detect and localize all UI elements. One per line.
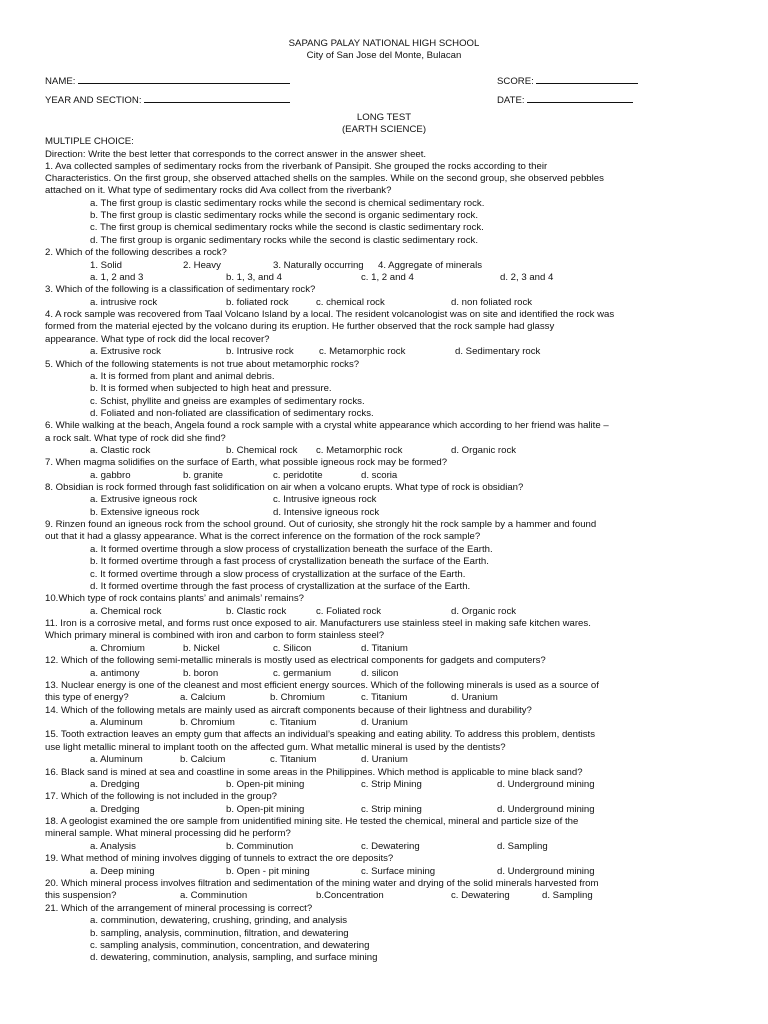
q14-choice-c: c. Titanium [270, 717, 317, 728]
q4-stem-1: 4. A rock sample was recovered from Taal Volcano Island by a local. The resident volcanologist was on site and identified the rock was [45, 309, 615, 320]
q10-choice-a: a. Chemical rock [90, 606, 162, 617]
q3-choice-a: a. intrusive rock [90, 297, 158, 308]
q16-choice-b: b. Open-pit mining [226, 779, 305, 790]
q7-choice-d: d. scoria [361, 470, 398, 481]
q12-choice-b: b. boron [183, 668, 219, 679]
q4-choice-b: b. Intrusive rock [226, 346, 294, 357]
q8-choice-b: b. Extensive igneous rock [90, 507, 200, 518]
q20-choice-b: b.Concentration [316, 890, 384, 901]
q14-choice-b: b. Chromium [180, 717, 235, 728]
q3-stem: 3. Which of the following is a classification of sedimentary rock? [45, 284, 316, 295]
q1-choice-b: b. The first group is clastic sedimentary rocks while the second is organic sedimentary rock. [90, 210, 478, 221]
q8-choice-a: a. Extrusive igneous rock [90, 494, 198, 505]
q1-stem-2: Characteristics. On the first group, she observed attached shells on the samples. While on the second group, she observed pebbles [45, 173, 604, 184]
date-blank[interactable] [527, 93, 633, 103]
q2-item-3: 3. Naturally occurring [273, 260, 364, 271]
q1-choice-a: a. The first group is clastic sedimentary rocks while the second is chemical sedimentary rock. [90, 198, 485, 209]
q19-choice-c: c. Surface mining [361, 866, 436, 877]
section-heading: MULTIPLE CHOICE: [45, 136, 134, 147]
q21-choice-b: b. sampling, analysis, comminution, filtration, and dewatering [90, 928, 349, 939]
q4-stem-3: appearance. What type of rock did the local recover? [45, 334, 270, 345]
q20-stem-1: 20. Which mineral process involves filtration and sedimentation of the mining water and drying of the solid minerals harvested from [45, 878, 599, 889]
q6-choice-a: a. Clastic rock [90, 445, 151, 456]
q20-choice-a: a. Comminution [180, 890, 248, 901]
q5-choice-b: b. It is formed when subjected to high heat and pressure. [90, 383, 332, 394]
q18-choice-a: a. Analysis [90, 841, 136, 852]
q13-choice-a: a. Calcium [180, 692, 226, 703]
q15-choice-d: d. Uranium [361, 754, 408, 765]
q16-choice-d: d. Underground mining [497, 779, 595, 790]
q8-choice-d: d. Intensive igneous rock [273, 507, 380, 518]
q18-stem-2: mineral sample. What mineral processing did he perform? [45, 828, 291, 839]
q2-item-2: 2. Heavy [183, 260, 221, 271]
q11-stem-2: Which primary mineral is combined with iron and carbon to form stainless steel? [45, 630, 385, 641]
q9-choice-b: b. It formed overtime through a fast process of crystallization beneath the surface of the Earth. [90, 556, 489, 567]
q13-stem-2: this type of energy? [45, 692, 129, 703]
q9-stem-2: out that it had a glassy appearance. What is the correct inference on the formation of the rock sample? [45, 531, 481, 542]
q8-stem: 8. Obsidian is rock formed through fast solidification on air when a volcano erupts. What type of rock is obsidian? [45, 482, 524, 493]
q15-choice-a: a. Aluminum [90, 754, 143, 765]
q13-stem-1: 13. Nuclear energy is one of the cleanest and most efficient energy sources. Which of the following minerals is used as a source of [45, 680, 599, 691]
q11-stem-1: 11. Iron is a corrosive metal, and forms rust once exposed to air. Manufacturers use stainless steel in making safe kitchen wares. [45, 618, 591, 629]
date-field[interactable] [497, 93, 633, 106]
q7-stem: 7. When magma solidifies on the surface of Earth, what possible igneous rock may be formed? [45, 457, 448, 468]
q13-choice-c: c. Titanium [361, 692, 408, 703]
score-blank[interactable] [536, 74, 638, 84]
direction: Direction: Write the best letter that corresponds to the correct answer in the answer sheet. [45, 149, 427, 160]
q11-choice-c: c. Silicon [273, 643, 312, 654]
q7-choice-c: c. peridotite [273, 470, 323, 481]
q12-choice-a: a. antimony [90, 668, 140, 679]
q5-choice-a: a. It is formed from plant and animal debris. [90, 371, 275, 382]
q14-stem: 14. Which of the following metals are mainly used as aircraft components because of their lightness and durability? [45, 705, 532, 716]
q17-choice-b: b. Open-pit mining [226, 804, 305, 815]
q16-stem: 16. Black sand is mined at sea and coastline in some areas in the Philippines. Which method is applicable to mine black sand? [45, 767, 583, 778]
q14-choice-a: a. Aluminum [90, 717, 143, 728]
q17-stem: 17. Which of the following is not included in the group? [45, 791, 277, 802]
q21-choice-a: a. comminution, dewatering, crushing, grinding, and analysis [90, 915, 348, 926]
q7-choice-a: a. gabbro [90, 470, 131, 481]
q17-choice-c: c. Strip mining [361, 804, 422, 815]
year-section-label: YEAR AND SECTION: [45, 95, 142, 106]
q6-choice-d: d. Organic rock [451, 445, 517, 456]
q20-stem-2: this suspension? [45, 890, 117, 901]
q21-stem: 21. Which of the arrangement of mineral processing is correct? [45, 903, 313, 914]
q2-choice-c: c. 1, 2 and 4 [361, 272, 414, 283]
q6-stem-2: a rock salt. What type of rock did she find? [45, 433, 226, 444]
q21-choice-d: d. dewatering, comminution, analysis, sampling, and surface mining [90, 952, 378, 963]
q3-choice-d: d. non foliated rock [451, 297, 533, 308]
q4-choice-d: d. Sedimentary rock [455, 346, 541, 357]
q5-stem: 5. Which of the following statements is not true about metamorphic rocks? [45, 359, 360, 370]
q15-stem-2: use light metallic mineral to implant tooth on the affected gum. What metallic mineral is used by the dentists? [45, 742, 506, 753]
q12-stem: 12. Which of the following semi-metallic minerals is mostly used as electrical components for gadgets and computers? [45, 655, 546, 666]
q2-item-1: 1. Solid [90, 260, 122, 271]
q2-choice-a: a. 1, 2 and 3 [90, 272, 144, 283]
year-section-field[interactable] [45, 93, 290, 106]
q9-stem-1: 9. Rinzen found an igneous rock from the school ground. Out of curiosity, she strongly hit the rock sample by a hammer and found [45, 519, 597, 530]
name-field[interactable] [45, 74, 290, 87]
q10-stem: 10.Which type of rock contains plants’ and animals’ remains? [45, 593, 304, 604]
q19-choice-d: d. Underground mining [497, 866, 595, 877]
q8-choice-c: c. Intrusive igneous rock [273, 494, 377, 505]
q9-choice-a: a. It formed overtime through a slow process of crystallization beneath the surface of the Earth. [90, 544, 493, 555]
q6-choice-b: b. Chemical rock [226, 445, 298, 456]
q16-choice-a: a. Dredging [90, 779, 140, 790]
q7-choice-b: b. granite [183, 470, 224, 481]
q12-choice-d: d. silicon [361, 668, 399, 679]
name-blank[interactable] [78, 74, 290, 84]
q19-choice-a: a. Deep mining [90, 866, 155, 877]
q4-choice-c: c. Metamorphic rock [319, 346, 406, 357]
q2-item-4: 4. Aggregate of minerals [378, 260, 482, 271]
q10-choice-d: d. Organic rock [451, 606, 517, 617]
q1-stem-1: 1. Ava collected samples of sedimentary rocks from the riverbank of Pansipit. She grouped the rocks according to their [45, 161, 548, 172]
q12-choice-c: c. germanium [273, 668, 332, 679]
q4-stem-2: formed from the material ejected by the volcano during its eruption. He further observed that the rock sample had glassy [45, 321, 555, 332]
q15-choice-c: c. Titanium [270, 754, 317, 765]
q20-choice-c: c. Dewatering [451, 890, 510, 901]
q5-choice-c: c. Schist, phyllite and gneiss are examples of sedimentary rocks. [90, 396, 365, 407]
q18-choice-b: b. Comminution [226, 841, 294, 852]
q13-choice-b: b. Chromium [270, 692, 325, 703]
q17-choice-d: d. Underground mining [497, 804, 595, 815]
q11-choice-d: d. Titanium [361, 643, 408, 654]
date-label: DATE: [497, 95, 525, 106]
q21-choice-c: c. sampling analysis, comminution, concentration, and dewatering [90, 940, 370, 951]
name-label: NAME: [45, 76, 76, 87]
year-section-blank[interactable] [144, 93, 290, 103]
q18-choice-c: c. Dewatering [361, 841, 420, 852]
q5-choice-d: d. Foliated and non-foliated are classification of sedimentary rocks. [90, 408, 374, 419]
q9-choice-d: d. It formed overtime through the fast process of crystallization at the surface of the Earth. [90, 581, 471, 592]
q6-choice-c: c. Metamorphic rock [316, 445, 403, 456]
q2-stem: 2. Which of the following describes a rock? [45, 247, 227, 258]
q18-choice-d: d. Sampling [497, 841, 548, 852]
q18-stem-1: 18. A geologist examined the ore sample from unidentified mining site. He tested the chemical, mineral and particle size of the [45, 816, 579, 827]
test-title: LONG TEST [356, 112, 412, 123]
school-city: City of San Jose del Monte, Bulacan [306, 50, 462, 61]
q15-stem-1: 15. Tooth extraction leaves an empty gum that affects an individual’s speaking and eating ability. To address this problem, dentists [45, 729, 596, 740]
q15-choice-b: b. Calcium [180, 754, 226, 765]
q10-choice-b: b. Clastic rock [226, 606, 287, 617]
score-label: SCORE: [497, 76, 534, 87]
q11-choice-b: b. Nickel [183, 643, 220, 654]
q4-choice-a: a. Extrusive rock [90, 346, 161, 357]
q1-choice-c: c. The first group is chemical sedimentary rocks while the second is clastic sedimentary rock. [90, 222, 484, 233]
score-field[interactable] [497, 74, 638, 87]
q3-choice-c: c. chemical rock [316, 297, 385, 308]
q11-choice-a: a. Chromium [90, 643, 145, 654]
q10-choice-c: c. Foliated rock [316, 606, 382, 617]
q2-choice-b: b. 1, 3, and 4 [226, 272, 283, 283]
q19-stem: 19. What method of mining involves digging of tunnels to extract the ore deposits? [45, 853, 394, 864]
q6-stem-1: 6. While walking at the beach, Angela found a rock sample with a crystal white appearance which according to her friend was halite – [45, 420, 609, 431]
q9-choice-c: c. It formed overtime through a slow process of crystallization at the surface of the Earth. [90, 569, 466, 580]
q1-choice-d: d. The first group is organic sedimentary rocks while the second is clastic sedimentary rock. [90, 235, 478, 246]
q3-choice-b: b. foliated rock [226, 297, 289, 308]
q19-choice-b: b. Open - pit mining [226, 866, 310, 877]
q16-choice-c: c. Strip Mining [361, 779, 422, 790]
school-name: SAPANG PALAY NATIONAL HIGH SCHOOL [288, 38, 480, 49]
subject-title: (EARTH SCIENCE) [341, 124, 427, 135]
q13-choice-d: d. Uranium [451, 692, 498, 703]
q20-choice-d: d. Sampling [542, 890, 593, 901]
q17-choice-a: a. Dredging [90, 804, 140, 815]
q2-choice-d: d. 2, 3 and 4 [500, 272, 554, 283]
q14-choice-d: d. Uranium [361, 717, 408, 728]
q1-stem-3: attached on it. What type of sedimentary rocks did Ava collect from the riverbank? [45, 185, 392, 196]
